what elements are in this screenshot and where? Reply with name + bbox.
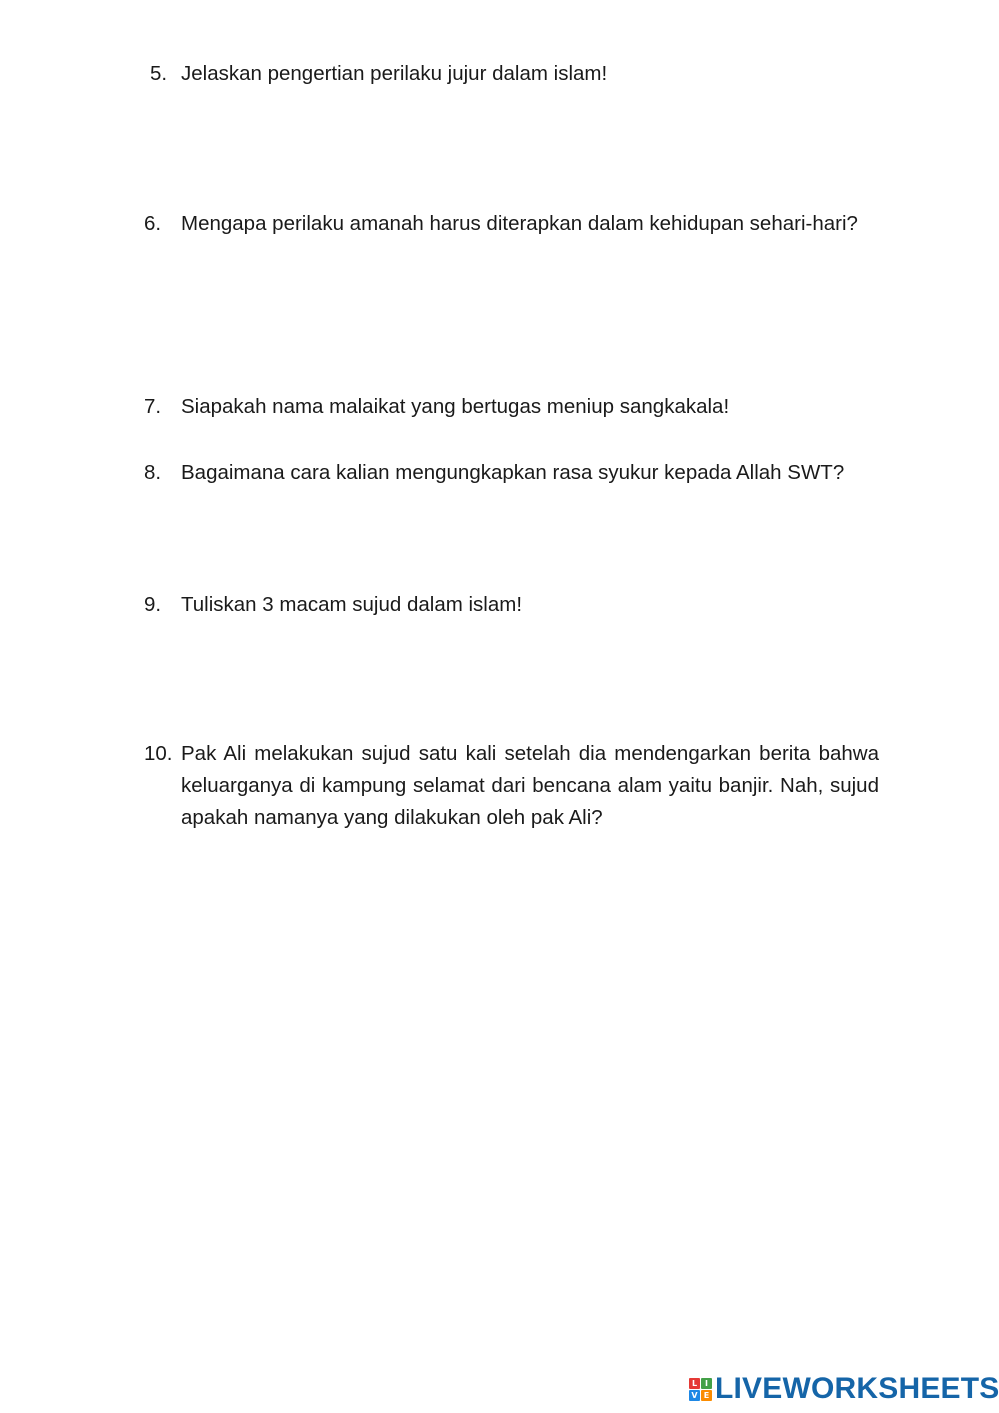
question-text: Pak Ali melakukan sujud satu kali setelah dia mendengarkan berita bahwa keluarganya di kampung selamat dari bencana alam yaitu banjir. Nah, sujud apakah namanya yang dilakukan oleh pak Ali? <box>181 742 879 829</box>
liveworksheets-logo-icon <box>689 1378 712 1401</box>
question-text: Jelaskan pengertian perilaku jujur dalam islam! <box>181 62 608 85</box>
question-number: 7. <box>144 395 162 418</box>
question-8 <box>144 457 879 489</box>
logo-letter: E <box>701 1390 712 1401</box>
question-5 <box>150 58 879 90</box>
question-number: 8. <box>144 461 162 484</box>
logo-letter: I <box>701 1378 712 1389</box>
question-number: 10. <box>144 742 173 765</box>
liveworksheets-brand <box>689 1374 999 1404</box>
question-text: Bagaimana cara kalian mengungkapkan rasa syukur kepada Allah SWT? <box>181 461 845 484</box>
question-number: 5. <box>150 62 168 85</box>
question-7 <box>144 391 879 423</box>
question-number: 9. <box>144 593 162 616</box>
logo-letter: L <box>689 1378 700 1389</box>
question-number: 6. <box>144 212 162 235</box>
question-10 <box>144 738 879 834</box>
brand-name: LIVEWORKSHEETS <box>715 1372 999 1405</box>
question-text: Siapakah nama malaikat yang bertugas meniup sangkakala! <box>181 395 730 418</box>
question-6 <box>144 208 879 240</box>
question-9 <box>144 589 879 621</box>
logo-letter: V <box>689 1390 700 1401</box>
question-text: Mengapa perilaku amanah harus diterapkan dalam kehidupan sehari-hari? <box>181 212 858 235</box>
question-text: Tuliskan 3 macam sujud dalam islam! <box>181 593 523 616</box>
